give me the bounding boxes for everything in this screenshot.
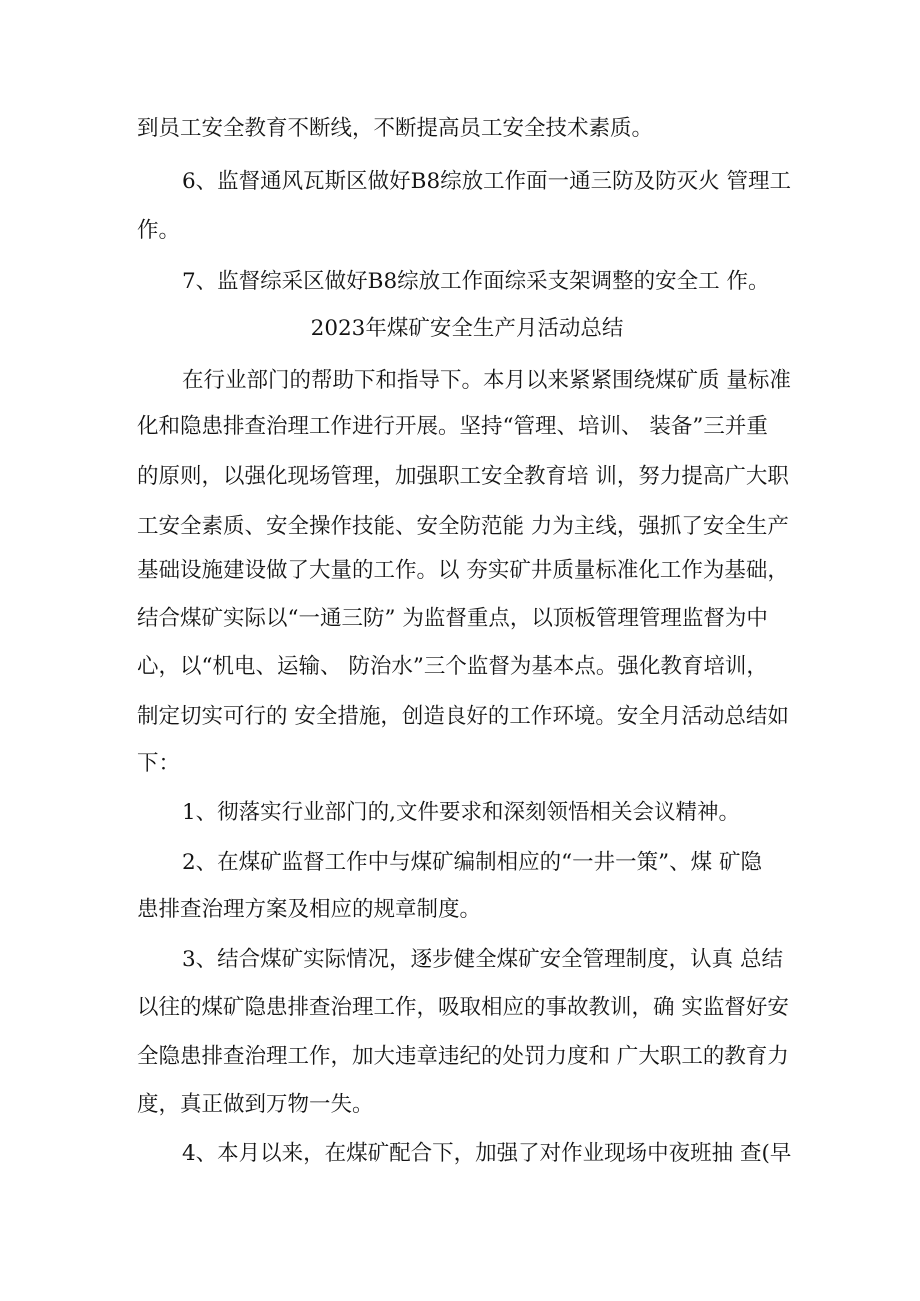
paragraph-line: 心，以“机电、运输、 防治水”三个监督为基本点。强化教育培训，	[137, 654, 768, 679]
paragraph-line: 制定切实可行的 安全措施，创造良好的工作环境。安全月活动总结如	[137, 704, 789, 729]
paragraph-line: 工安全素质、安全操作技能、安全防范能 力为主线，强抓了安全生产	[137, 514, 789, 539]
list-item-7: 7、监督综采区做好B8综放工作面综采支架调整的安全工 作。	[182, 269, 770, 294]
paragraph-line: 基础设施建设做了大量的工作。以 夯实矿井质量标准化工作为基础，	[137, 558, 789, 583]
paragraph-line: 患排查治理方案及相应的规章制度。	[137, 897, 482, 922]
document-title: 2023年煤矿安全生产月活动总结	[310, 316, 624, 341]
paragraph-line: 结合煤矿实际以“一通三防” 为监督重点，以顶板管理管理监督为中	[137, 606, 768, 631]
paragraph-line: 的原则，以强化现场管理，加强职工安全教育培 训，努力提高广大职	[137, 464, 789, 489]
list-item-2: 2、在煤矿监督工作中与煤矿编制相应的“一井一策”、煤 矿隐	[182, 850, 762, 875]
paragraph-line: 全隐患排查治理工作，加大违章违纪的处罚力度和 广大职工的教育力	[137, 1044, 789, 1069]
list-item-6: 6、监督通风瓦斯区做好B8综放工作面一通三防及防灭火 管理工	[182, 169, 791, 194]
text-line: 作。	[137, 218, 181, 243]
paragraph-line: 以往的煤矿隐患排查治理工作，吸取相应的事故教训，确 实监督好安	[137, 995, 789, 1020]
paragraph-line: 度，真正做到万物一失。	[137, 1092, 374, 1117]
paragraph-line: 下：	[137, 751, 181, 776]
list-item-3: 3、结合煤矿实际情况，逐步健全煤矿安全管理制度，认真 总结	[182, 947, 784, 972]
text-line: 到员工安全教育不断线，不断提高员工安全技术素质。	[137, 116, 654, 141]
list-item-1: 1、彻落实行业部门的,文件要求和深刻领悟相关会议精神。	[182, 800, 741, 825]
list-item-4: 4、本月以来，在煤矿配合下，加强了对作业现场中夜班抽 查(早	[182, 1141, 792, 1166]
paragraph-line: 化和隐患排查治理工作进行开展。坚持“管理、培训、 装备”三并重	[137, 414, 768, 439]
paragraph-line: 在行业部门的帮助下和指导下。本月以来紧紧围绕煤矿质 量标准	[182, 368, 791, 393]
